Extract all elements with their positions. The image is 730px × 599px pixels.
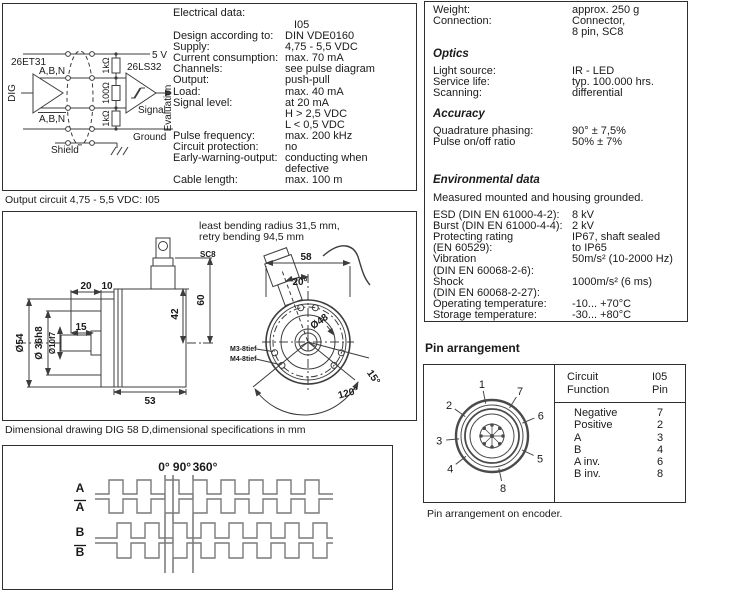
degree-label: 360° (192, 460, 218, 474)
spec-row-value: differential (572, 87, 623, 100)
bending-note-line2: retry bending 94,5 mm (199, 231, 305, 243)
specs-note: Measured mounted and housing grounded. (433, 191, 644, 204)
dim-42: 42 (170, 308, 181, 320)
dim-d10f7: Ø10f7 (48, 331, 57, 355)
specs-heading: Environmental data (433, 173, 540, 186)
pulse-diagram (3, 446, 392, 589)
spec-row-value: 50m/s² (10-2000 Hz) (572, 253, 673, 266)
degree-label: 0° (158, 460, 170, 474)
electrical-row-value: push-pull (285, 74, 330, 87)
electrical-row (173, 175, 417, 186)
dim-53: 53 (144, 396, 156, 407)
spec-row (433, 137, 687, 148)
waveform-b-inv (95, 543, 333, 558)
spec-row-label: Vibration (433, 253, 477, 266)
ic-left-label: 26ET31 (11, 57, 47, 68)
dim-d48: Ø48 (308, 312, 331, 332)
electrical-row-value: no (285, 141, 298, 154)
sc8-label: SC8 (200, 250, 216, 259)
pin-number: 4 (657, 443, 664, 456)
spec-row-label: Scanning: (433, 87, 482, 100)
pin-function: Negative (574, 407, 618, 419)
ic-right-label: 26LS32 (127, 62, 162, 73)
spec-row-value: to IP65 (572, 242, 607, 255)
spec-row (433, 310, 687, 321)
resistor-top-label: 1kΩ (101, 57, 111, 74)
connector-pin-diagram (424, 365, 553, 502)
electrical-row-label: Load: (173, 85, 201, 98)
electrical-row (173, 75, 417, 86)
spec-row-label: Service life: (433, 75, 490, 88)
spec-row-label: Pulse on/off ratio (433, 136, 516, 149)
spec-row-value: IP67, shaft sealed (572, 231, 661, 244)
connector-pin-number: 2 (446, 399, 453, 412)
signal-label: A (75, 481, 85, 495)
pin-row (574, 407, 686, 419)
ground-label: Ground (133, 132, 167, 143)
connector-pin-number: 4 (447, 463, 454, 476)
dim-58: 58 (300, 252, 312, 263)
electrical-row-label: Design according to: (173, 30, 274, 43)
connector-pin-number: 8 (499, 482, 507, 495)
spec-row-value: 1000m/s² (6 ms) (572, 275, 653, 288)
dig-label: DIG (7, 84, 18, 102)
dim-m3: M3-8tief (230, 346, 257, 353)
pin-table-col1-subheader: Function (567, 383, 610, 396)
spec-row-label: Shock (433, 275, 464, 288)
electrical-row-label: Early-warning-output: (173, 152, 278, 165)
spec-row-value: Connector, (572, 15, 626, 28)
dimensional-drawing-section (2, 211, 417, 421)
dim-20deg: 20° (292, 277, 308, 288)
pin-number: 3 (657, 431, 664, 444)
pin-row (574, 419, 686, 431)
waveform-a (95, 480, 333, 494)
spec-row-label: Quadrature phasing: (433, 125, 534, 138)
connector-pin-number: 7 (517, 386, 524, 399)
dim-d54: Ø54 (15, 333, 26, 353)
dim-d36h8: Ø 36h8 (34, 326, 45, 360)
dim-120deg: 120° (336, 385, 360, 402)
pin-number: 8 (657, 468, 664, 481)
pin-row (574, 432, 686, 444)
electrical-row-value: defective (285, 163, 330, 176)
resistor-bottom-label: 1kΩ (101, 110, 111, 127)
spec-row-value: 8 pin, SC8 (572, 26, 624, 39)
pin-number: 2 (657, 419, 664, 432)
signal-label: B (75, 525, 85, 539)
spec-row (433, 88, 687, 99)
pin-function: A inv. (574, 456, 601, 469)
output-circuit-caption: Output circuit 4,75 - 5,5 VDC: I05 (5, 194, 160, 206)
dim-60: 60 (196, 294, 207, 306)
electrical-row-label: Current consumption: (173, 52, 279, 65)
electrical-row-value: H > 2,5 VDC (285, 107, 348, 120)
dim-15: 15 (75, 322, 87, 333)
electrical-row-value: max. 200 kHz (285, 129, 353, 142)
spec-row-label: Light source: (433, 64, 496, 77)
spec-row-value: -30... +80°C (572, 309, 632, 322)
pin-function: B inv. (574, 468, 601, 481)
signal-label-inverted: B (75, 545, 85, 559)
pin-table-rows (555, 403, 686, 481)
pin-function: B (574, 443, 582, 456)
electrical-row-label: Circuit protection: (173, 141, 259, 154)
spec-row-label: Protecting rating (433, 231, 514, 244)
pin-number: 7 (657, 407, 664, 419)
spec-row-value: 50% ± 7% (572, 136, 623, 149)
electrical-row-value: see pulse diagram (285, 63, 375, 76)
spec-row-value: approx. 250 g (572, 4, 640, 16)
connector-pin-number: 6 (537, 410, 544, 423)
electrical-row-value: conducting when (285, 152, 368, 165)
electrical-row-value: 4,75 - 5,5 VDC (285, 41, 358, 54)
electrical-data-title: Electrical data: (173, 7, 246, 19)
spec-row-label: Weight: (433, 4, 471, 16)
shield-label: Shield (51, 145, 79, 156)
spec-row-value: -10... +70°C (572, 298, 632, 311)
pin-table-col2-header: I05 (652, 371, 668, 383)
electrical-row-value: DIN VDE0160 (285, 30, 355, 43)
signal-label: Signal (138, 105, 166, 116)
spec-row-label: Storage temperature: (433, 309, 537, 322)
pin-table (554, 365, 686, 502)
spec-row-label: Connection: (433, 15, 492, 28)
degree-label: 90° (172, 460, 192, 474)
dimensional-drawing (3, 212, 416, 420)
spec-row (433, 254, 687, 265)
electrical-row-value: max. 40 mA (285, 85, 344, 98)
electrical-row-label: Pulse frequency: (173, 129, 255, 142)
dim-m4: M4-8tief (230, 356, 257, 363)
pin-table-header (555, 365, 686, 396)
dim-20: 20 (80, 281, 92, 292)
connector-pin-number: 1 (478, 378, 485, 391)
dimensional-drawing-caption: Dimensional drawing DIG 58 D,dimensional specifications in mm (5, 424, 306, 436)
pin-arrangement-section (423, 364, 686, 503)
electrical-row-value: L < 0,5 VDC (285, 118, 345, 131)
waveform-a-inv (95, 499, 333, 513)
spec-row-label: (EN 60529): (433, 242, 493, 255)
dim-15deg: 15° (364, 368, 382, 387)
electrical-row-label: Signal level: (173, 96, 233, 109)
specs-gap (433, 149, 687, 165)
dim-10: 10 (101, 281, 113, 292)
electrical-data-section (2, 3, 417, 191)
pin-table-col1-header: Circuit (567, 371, 599, 383)
pin-row (574, 456, 686, 468)
specs-list (425, 2, 687, 322)
output-circuit-diagram (5, 41, 177, 191)
pin-table-col2-subheader: Pin (652, 383, 668, 396)
bending-note-line1: least bending radius 31,5 mm, (199, 220, 340, 232)
supply-5v-label: 5 V (152, 50, 168, 61)
spec-row-value: IR - LED (572, 64, 615, 77)
pin-function: A (574, 431, 582, 444)
spec-row-value: typ. 100.000 hrs. (572, 75, 654, 88)
signal-label-inverted: A (75, 500, 85, 514)
spec-row (433, 27, 687, 38)
resistor-mid-label: 100Ω (101, 82, 111, 104)
electrical-row (173, 87, 417, 98)
connector-pin-number: 3 (436, 435, 443, 448)
pin-arrangement-heading: Pin arrangement (425, 341, 520, 355)
electrical-row-label: Supply: (173, 41, 210, 54)
spec-row-label: ESD (DIN EN 61000-4-2): (433, 208, 560, 221)
pin-row (574, 444, 686, 456)
specs-heading: Accuracy (433, 108, 485, 121)
electrical-row-value: I05 (294, 19, 310, 31)
electrical-row-label: Channels: (173, 63, 223, 76)
pin-row (574, 468, 686, 480)
spec-row-label: (DIN EN 60068-2-6): (433, 264, 534, 277)
electrical-row-value: at 20 mA (285, 96, 330, 109)
pulse-diagram-section (2, 445, 393, 590)
spec-row (433, 16, 687, 27)
spec-row-value: 2 kV (572, 219, 595, 232)
pin-number: 6 (657, 456, 664, 469)
abn-top-label: A,B,N (39, 66, 66, 77)
pin-function: Positive (574, 419, 613, 432)
abn-bottom-label: A,B,N (39, 114, 66, 125)
specs-heading: Optics (433, 47, 469, 60)
evaluation-label: Evaluation (163, 84, 174, 132)
spec-row-value: 90° ± 7,5% (572, 125, 626, 138)
pin-arrangement-caption: Pin arrangement on encoder. (427, 508, 563, 520)
spec-row-value: 8 kV (572, 208, 595, 221)
connector-pin-number: 5 (536, 453, 544, 466)
electrical-row-label: Cable length: (173, 174, 238, 187)
specs-section (424, 1, 688, 322)
waveform-b (95, 523, 333, 538)
electrical-row-value: max. 70 mA (285, 52, 344, 65)
spec-row-label (433, 27, 572, 38)
electrical-row-value: max. 100 m (285, 174, 343, 187)
spec-row-label: Operating temperature: (433, 298, 547, 311)
spec-row-label: Burst (DIN EN 61000-4-4): (433, 219, 563, 232)
spec-row-label: (DIN EN 60068-2-27): (433, 287, 540, 300)
electrical-row-label: Output: (173, 74, 210, 87)
electrical-row-label (173, 109, 285, 120)
electrical-data-table (173, 20, 417, 186)
